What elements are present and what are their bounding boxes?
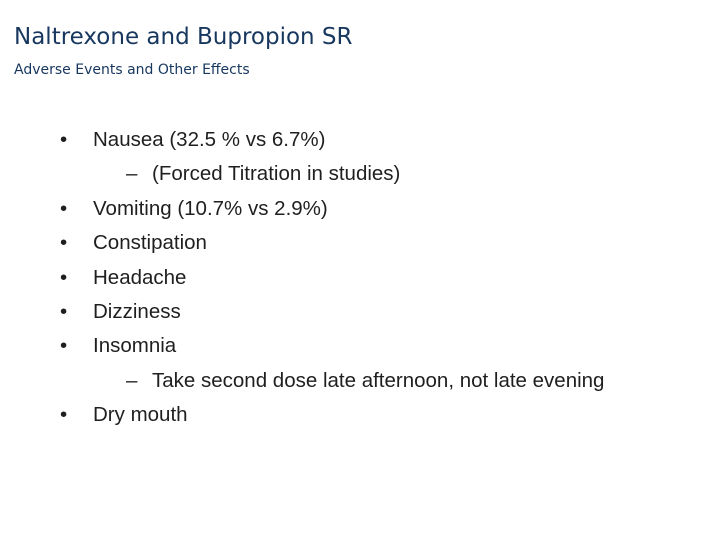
bullet-marker: • [60,265,68,289]
bullet-text: Headache [93,265,187,289]
bullet-item [60,334,604,368]
sub-bullet-marker: – [126,162,138,186]
bullet-marker: • [60,196,68,220]
bullet-text: Nausea (32.5 % vs 6.7%) [93,128,326,151]
bullet-item [60,128,604,162]
sub-bullet-text: Take second dose late afternoon, not late evening [152,368,605,392]
bullet-marker: • [60,334,68,358]
bullet-marker: • [60,128,68,151]
bullet-item [60,403,604,437]
bullet-marker: • [60,299,68,323]
bullet-item [60,231,604,265]
sub-bullet-item [60,162,604,196]
slide-subtitle: Adverse Events and Other Effects [14,62,250,78]
bullet-marker: • [60,403,68,427]
sub-bullet-text: (Forced Titration in studies) [152,162,401,186]
bullet-item [60,266,604,300]
bullet-item [60,300,604,334]
bullet-text: Dizziness [93,299,181,323]
bullet-text: Constipation [93,231,207,255]
slide-title: Naltrexone and Bupropion SR [14,24,353,50]
bullet-text: Dry mouth [93,403,188,427]
bullet-text: Insomnia [93,334,177,358]
sub-bullet-item [60,369,604,403]
bullet-marker: • [60,231,68,255]
sub-bullet-marker: – [126,368,138,392]
bullet-text: Vomiting (10.7% vs 2.9%) [93,196,328,220]
bullet-list [60,128,604,438]
bullet-item [60,197,604,231]
